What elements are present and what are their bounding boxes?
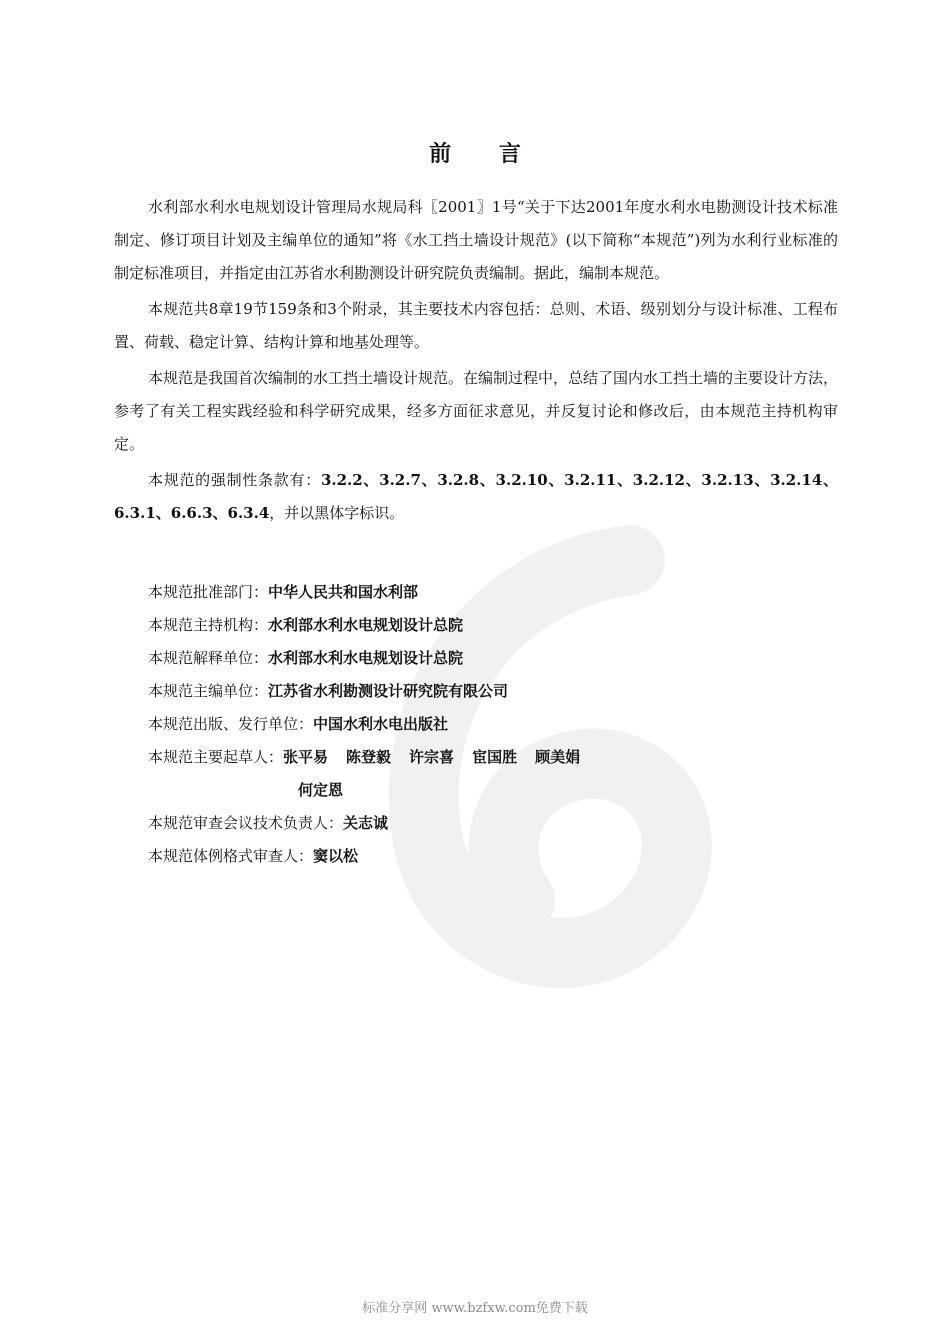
- preface-paragraph-3: 本规范是我国首次编制的水工挡土墙设计规范。在编制过程中，总结了国内水工挡土墙的主要设计方法，参考了有关工程实践经验和科学研究成果，经多方面征求意见，并反复讨论和修改后，由本规范主持机构审定。: [114, 369, 839, 453]
- drafter-name: 张平易: [283, 748, 329, 766]
- mandatory-clauses-suffix: ，并以黑体字标识。: [269, 504, 405, 522]
- approval-row: [148, 576, 828, 609]
- drafters-continued: 何定恩: [298, 781, 344, 799]
- interpret-label: 本规范解释单位：: [148, 649, 269, 667]
- host-value: 水利部水利水电规划设计总院: [268, 616, 464, 634]
- approval-label: 本规范批准部门：: [148, 583, 269, 601]
- preface-paragraph-4: [114, 464, 838, 530]
- editor-row: [148, 675, 828, 708]
- review-row: [148, 807, 828, 840]
- drafters-row: [148, 741, 828, 774]
- review-value: 关志诚: [343, 814, 389, 832]
- drafter-name: 陈登毅: [346, 748, 392, 766]
- host-label: 本规范主持机构：: [148, 616, 269, 634]
- format-label: 本规范体例格式审查人：: [148, 847, 314, 865]
- editor-label: 本规范主编单位：: [148, 682, 269, 700]
- editor-value: 江苏省水利勘测设计研究院有限公司: [268, 682, 509, 700]
- responsibility-info: [148, 576, 828, 873]
- interpret-row: [148, 642, 828, 675]
- drafter-name: 宦国胜: [472, 748, 518, 766]
- page-title: 前 言: [429, 141, 541, 167]
- mandatory-clauses-prefix: 本规范的强制性条款有：: [148, 471, 321, 489]
- preface-body: [114, 191, 838, 533]
- publisher-label: 本规范出版、发行单位：: [148, 715, 314, 733]
- host-row: [148, 609, 828, 642]
- publisher-row: [148, 708, 828, 741]
- drafter-name: 许宗喜: [409, 748, 455, 766]
- approval-value: 中华人民共和国水利部: [268, 583, 419, 601]
- drafters-label: 本规范主要起草人：: [148, 748, 284, 766]
- mandatory-clauses-list: 3.2.2、3.2.7、3.2.8、3.2.10、3.2.11、3.2.12、3.2.13、3.2.14、6.3.1、6.6.3、6.3.4: [114, 471, 838, 522]
- preface-paragraph-1: 水利部水利水电规划设计管理局水规局科〖2001〗1号“关于下达2001年度水利水电勘测设计技术标准制定、修订项目计划及主编单位的通知”将《水工挡土墙设计规范》(以下简称“本规范”)列为水利行业标准的制定标准项目，并指定由江苏省水利勘测设计研究院负责编制。据此，编制本规范。: [114, 198, 838, 282]
- format-row: [148, 840, 828, 873]
- review-label: 本规范审查会议技术负责人：: [148, 814, 344, 832]
- publisher-value: 中国水利水电出版社: [313, 715, 449, 733]
- preface-paragraph-2: 本规范共8章19节159条和3个附录，其主要技术内容包括：总则、术语、级别划分与设计标准、工程布置、荷载、稳定计算、结构计算和地基处理等。: [114, 300, 838, 351]
- format-value: 窦以松: [313, 847, 359, 865]
- footer-source: 标准分享网 www.bzfxw.com免费下载: [362, 1301, 588, 1316]
- drafter-name: 顾美娟: [535, 748, 581, 766]
- interpret-value: 水利部水利水电规划设计总院: [268, 649, 464, 667]
